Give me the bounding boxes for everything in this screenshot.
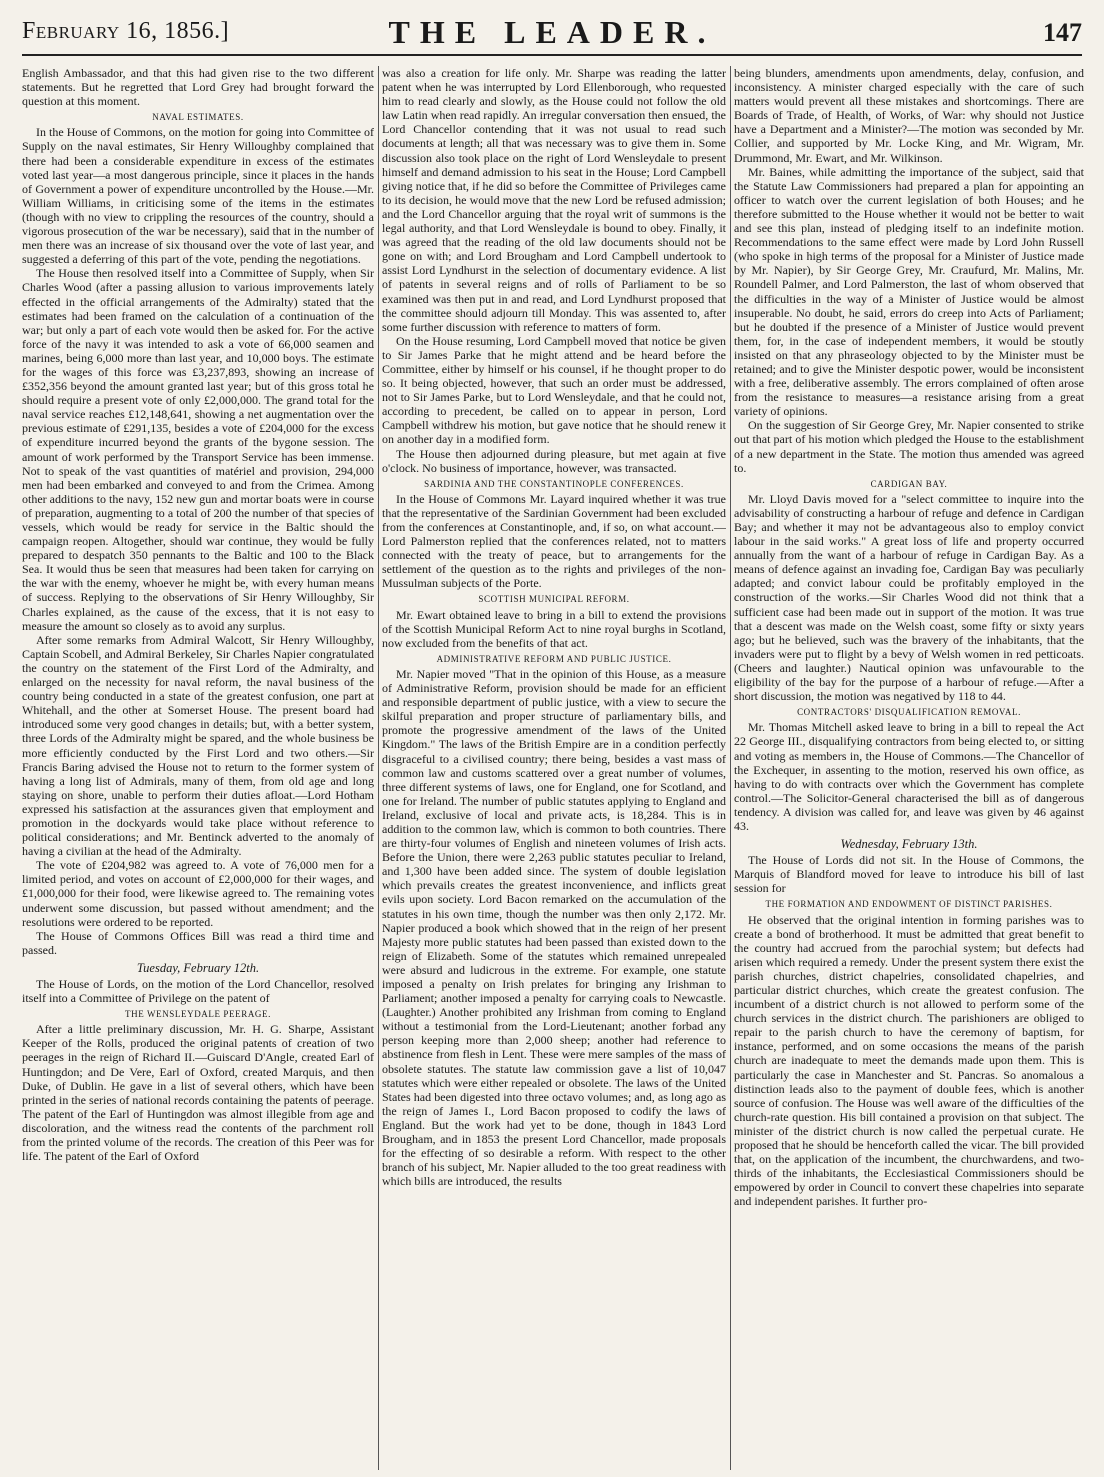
paragraph: was also a creation for life only. Mr. Sharpe was reading the latter patent when he was interrupted by Lord Ellenborough, who requested him to read clearly and slowly, as the House could not follow the old law Latin when read rapidly. An irregular conversation then ensued, the Lord Chancellor contending that it was not usual to read such documents at length; all that was necessary was to give them in. Some discussion also took place on the right of Lord Wensleydale to present himself and demand admission to his seat in the House; Lord Campbell giving notice that, if he did so before the Committee of Privileges came to its decision, he would move that the new Lord be refused admission; and the Lord Chancellor arguing that the royal writ of summons is the legal authority, and that Lord Wensleydale is bound to obey. Finally, it was agreed that the reading of the old law documents should not be gone on with; and Lord Brougham and Lord Campbell undertook to assist Lord Lyndhurst in the selection of documentary evidence. A list of patents in several reigns and of rolls of Parliament to be so examined was then put in and read, and Lord Lyndhurst proposed that the committee should adjourn till Monday. This was assented to, after some further discussion with reference to matters of form. [382,66,726,334]
paragraph: The House of Lords, on the motion of the Lord Chancellor, resolved itself into a Committee of Privilege on the patent of [22,977,374,1006]
section-heading-naval-estimates: NAVAL ESTIMATES. [152,112,244,123]
paragraph: being blunders, amendments upon amendments, delay, confusion, and inconsistency. A minister charged especially with the care of such matters would prevent all these mistakes and shortcomings. There are Boards of Trade, of Health, of Works, of War: why should not Justice have a Department and a Minister?—The motion was seconded by Mr. Collier, and supported by Mr. Locke King, and Mr. Wigram, Mr. Drummond, Mr. Ewart, and Mr. Wilkinson. [734,66,1084,165]
paragraph: He observed that the original intention in forming parishes was to create a bond of brotherhood. It must be admitted that great benefit to the country had accrued from the parochial system; but defects had arisen which required a remedy. Under the present system there exist the parish churches, district chapelries, consolidated chapelries, and particular district churches, which create the greatest confusion. The incumbent of a district church is not allowed to perform some of the church services in the district church. The parishioners are obliged to repair to the parish church to have the ceremony of baptism, for instance, performed, and on some occasions the means of the parish church are inadequate to meet the demands made upon them. This is particularly the case in Manchester and St. Pancras. So anomalous a distinction leads also to the payment of double fees, which is another source of confusion. The House was well aware of the difficulties of the church-rate question. His bill contained a provision on that subject. The minister of the district church is now called the perpetual curate. He proposed that he should be henceforth called the vicar. The bill provided that, on the application of the incumbent, the churchwardens, and two-thirds of the inhabitants, the Ecclesiastical Commissioners should be empowered by order in Council to convert these chapelries into separate and independent parishes. It further pro- [734,912,1084,1209]
paragraph: On the House resuming, Lord Campbell moved that notice be given to Sir James Parke that he might attend and be heard before the Committee, either by himself or his counsel, if he thought proper to do so. It being objected, however, that such an order must be addressed, not to Sir James Parke, but to Lord Wensleydale, and that he could not, according to precedent, be called on to appear in person, Lord Campbell withdrew his motion, but gave notice that he should renew it on another day in a modified form. [382,333,726,447]
section-heading-sardinia: SARDINIA AND THE CONSTANTINOPLE CONFERENCES. [424,478,684,489]
paragraph: On the suggestion of Sir George Grey, Mr. Napier consented to strike out that part of his motion which pledged the House to the establishment of a new department in the State. The motion thus amended was agreed to. [734,418,1084,475]
paragraph: The House then resolved itself into a Committee of Supply, when Sir Charles Wood (after a passing allusion to various improvements lately effected in the official arrangements of the Admiralty) stated that the estimates had been framed on the calculation of a continuation of the war; but only a part of each vote would then be asked for. For the active force of the navy it was intended to ask a vote of 66,000 seamen and marines, being 6,000 more than last year, and 10,000 boys. The estimate for the wages of this force was £3,237,893, showing an increase of £352,356 beyond the amount granted last year; but of this gross total he should require a present vote of only £2,000,000. The grand total for the naval service reaches £12,148,641, showing a net augmentation over the previous estimate of £291,135, besides a vote of £204,000 for the excess of expenditure incurred beyond the grants of the bygone session. The amount of work performed by the Transport Service has been immense. Not to speak of the vast quantities of matériel and provision, 294,000 men had been embarked and conveyed to and from the Crimea. Among other additions to the navy, 152 new gun and mortar boats were in course of preparation, augmenting to a total of 200 the number of that species of vessels, which would be ready for service in the Baltic should the campaign reopen. Altogether, should war continue, they would be fully prepared to despatch 350 pennants to the Baltic and 100 to the Black Sea. It would thus be seen that measures had been taken for carrying on the war with the enemy, whoever he might be, with every human means of success. Replying to the observations of Sir Henry Willoughby, Sir Charles explained, as the cause of the excess, that it is not easy to measure the amount so closely as to avoid any surplus. [22,266,374,633]
section-heading-scottish-reform: SCOTTISH MUNICIPAL REFORM. [478,594,630,605]
masthead-title: THE LEADER. [388,14,716,50]
masthead [22,6,1082,56]
section-heading-cardigan-bay: CARDIGAN BAY. [870,478,948,489]
column-middle [382,66,726,1470]
date-heading-tuesday: Tuesday, February 12th. [136,960,260,975]
paragraph: Mr. Lloyd Davis moved for a "select committee to inquire into the advisability of constructing a harbour of refuge and defence in Cardigan Bay; and whether it may not be advantageous also to employ convict labour in the said works." A great loss of life and property occurred annually from the want of a harbour of refuge in Cardigan Bay. As a means of defence against an invading foe, Cardigan Bay was peculiarly adapted; and convict labour could be profitably employed in the construction of the works.—Sir Charles Wood did not think that a sufficient case had been made out in support of the motion. It was true that a descent was made on the Welsh coast, some fifty or sixty years ago; but he believed, such was the bravery of the inhabitants, that the invaders were put to flight by a bevy of Welsh women in red petticoats. (Cheers and laughter.) Nautical opinion was unfavourable to the eligibility of the bay for the purpose of a harbour of refuge.—After a short discussion, the motion was negatived by 118 to 44. [734,491,1084,704]
section-heading-administrative-reform: ADMINISTRATIVE REFORM AND PUBLIC JUSTICE. [436,653,672,664]
section-heading-contractors: CONTRACTORS' DISQUALIFICATION REMOVAL. [797,707,1021,718]
date-heading-wednesday: Wednesday, February 13th. [840,837,978,852]
paragraph: The House then adjourned during pleasure, but met again at five o'clock. No business of importance, however, was transacted. [382,446,726,475]
masthead-date: February 16, 1856.] [22,18,230,44]
paragraph: After some remarks from Admiral Walcott, Sir Henry Willoughby, Captain Scobell, and Admiral Berkeley, Sir Charles Napier congratulated the country on the statement of the First Lord of the Admiralty, and enlarged on the necessity for naval reform, the naval business of the country being conducted in a state of the greatest confusion, one part at Whitehall, and the other at Somerset House. The present board had introduced some very good changes in details; but, with a better system, three Lords of the Admiralty might be spared, and the whole business be more efficiently conducted by the First Lord and two others.—Sir Francis Baring advised the House not to return to the former system of having a long list of Admirals, many of them, from old age and long staying on shore, unable to perform their duties afloat.—Lord Hotham expressed his satisfaction at the assurances given that employment and promotion in the dockyards would take place without reference to political considerations; and Mr. Bentinck adverted to the anomaly of having a civilian at the head of the Admiralty. [22,632,374,859]
column-left [22,66,374,1470]
paragraph: Mr. Ewart obtained leave to bring in a bill to extend the provisions of the Scottish Municipal Reform Act to nine royal burghs in Scotland, now excluded from the benefits of that act. [382,607,726,650]
section-heading-distinct-parishes: THE FORMATION AND ENDOWMENT OF DISTINCT PARISHES. [765,899,1053,910]
paragraph: English Ambassador, and that this had given rise to the two different statements. But he regretted that Lord Grey had brought forward the question at this moment. [22,66,374,109]
paragraph: Mr. Thomas Mitchell asked leave to bring in a bill to repeal the Act 22 George III., disqualifying contractors from being elected to, or sitting and voting as members in, the House of Commons.—The Chancellor of the Exchequer, in assenting to the motion, reserved his own office, as having to do with contracts over which the Government has complete control.—The Solicitor-General characterised the bill as of dangerous tendency. A division was called for, and leave was given by 46 against 43. [734,720,1084,833]
paragraph: The House of Commons Offices Bill was read a third time and passed. [22,928,374,957]
paragraph: In the House of Commons Mr. Layard inquired whether it was true that the representative of the Sardinian Government had been excluded from the conferences at Constantinople, and, if so, on what account.—Lord Palmerston replied that the conferences related, not to matters connected with the treaty of peace, but to arrangements for the settlement of the question as to the rights and privileges of the non-Mussulman subjects of the Porte. [382,491,726,591]
paragraph: After a little preliminary discussion, Mr. H. G. Sharpe, Assistant Keeper of the Rolls, produced the original patents of creation of two peerages in the reign of Richard II.—Guiscard D'Angle, created Earl of Huntingdon; and De Vere, Earl of Oxford, created Marquis, and then Duke, of Dublin. He gave in a list of several others, which have been printed in the series of national records containing the patents of peerage. The patent of the Earl of Huntingdon was almost illegible from age and discoloration, and the witness read the contents of the parchment roll from the printed volume of the records. The creation of this Peer was for life. The patent of the Earl of Oxford [22,1022,374,1164]
page-number: 147 [1043,18,1082,47]
paragraph: In the House of Commons, on the motion for going into Committee of Supply on the naval estimates, Sir Henry Willoughby complained that there had been a considerable expenditure in excess of the estimates voted last year—a most dangerous principle, since it places in the hands of Government a power of expenditure uncontrolled by the House.—Mr. William Williams, in criticising some of the items in the estimates (though with no view to crippling the resources of the country, should a vigorous prosecution of the war be necessary), said that in the number of men there was an increase of six thousand over the vote of last year, and suggested a deferring of this part of the vote, pending the negotiations. [22,125,374,267]
column-right [734,66,1084,1470]
paragraph: The House of Lords did not sit. In the House of Commons, the Marquis of Blandford moved for leave to introduce his bill of last session for [734,853,1084,896]
paragraph: The vote of £204,982 was agreed to. A vote of 76,000 men for a limited period, and votes on account of £2,000,000 for their wages, and £1,000,000 for their food, were likewise agreed to. The remaining votes underwent some discussion, but passed without amendment; and the resolutions were ordered to be reported. [22,858,374,929]
section-heading-wensleydale-peerage: THE WENSLEYDALE PEERAGE. [125,1009,271,1020]
column-rule [378,66,379,1470]
paragraph: Mr. Baines, while admitting the importance of the subject, said that the Statute Law Commissioners had prepared a plan for appointing an officer to watch over the current legislation of both Houses; and he therefore submitted to the House whether it would not be better to wait and see this plan, instead of pledging itself to an indefinite motion. Recommendations to the same effect were made by Lord John Russell (who spoke in high terms of the proposal for a Minister of Justice made by Mr. Napier), by Sir George Grey, Mr. Craufurd, Mr. Malins, Mr. Roundell Palmer, and Lord Palmerston, the last of whom observed that the difficulties in the way of a Minister of Justice would be almost insuperable. No doubt, he said, errors do creep into Acts of Parliament; but he doubted if the presence of a Minister of Justice would prevent them, for, in the case of independent members, it would be stoutly insisted on that any phraseology objected to by the Minister must be retained; and to give the Minister despotic power, would be inconsistent with a free, deliberative assembly. The errors complained of often arose from the resistance to measures—a resistance arising from a great variety of opinions. [734,164,1084,419]
paragraph: Mr. Napier moved "That in the opinion of this House, as a measure of Administrative Reform, provision should be made for an efficient and responsible department of public justice, with a view to secure the skilful preparation and proper structure of parliamentary bills, and promote the progressive amendment of the laws of the United Kingdom." The laws of the British Empire are in a condition perfectly disgraceful to a civilised country; there being, besides a vast mass of common law and customs scattered over a great number of volumes, three different systems of laws, one for England, one for Scotland, and one for Ireland. The number of public statutes applying to England and Ireland, exclusive of local and private acts, is 18,284. This is in addition to the common law, which is common to both countries. There are thirty-four volumes of English and nineteen volumes of Irish acts. Before the Union, there were 2,263 public statutes peculiar to Ireland, and 1,300 have been added since. The system of double legislation which prevails creates the greatest inconvenience, and inflicts great evils upon society. Lord Bacon remarked on the accumulation of the statutes in his own time, though the number was then only 2,172. Mr. Napier produced a book which showed that in the reign of her present Majesty more public statutes had been passed than existed down to the reign of Elizabeth. Some of the statutes which remained unrepealed were absurd and ludicrous in the extreme. For example, one statute imposed a penalty on Irish prelates for bringing any Irishman to Parliament; another imposed a penalty for carrying coals to Newcastle. (Laughter.) Another prohibited any Irishman from coming to England without a testimonial from the Lord-Lieutenant; another forbad any person keeping more than 2,000 sheep; another had reference to abstinence from flesh in Lent. These were mere samples of the mass of obsolete statutes. The statute law commission gave a list of 10,047 statutes which were either repealed or obsolete. The laws of the United States had been digested into three octavo volumes; and, as long ago as the reign of James I., Lord Bacon proposed to codify the laws of England. But the work had yet to be done, though in 1843 Lord Brougham, and in 1853 the present Lord Chancellor, made proposals for the effecting of so desirable a reform. With respect to the other branch of his subject, Mr. Napier alluded to the too great readiness with which bills are introduced, the results [382,666,726,1189]
column-rule [730,66,731,1470]
